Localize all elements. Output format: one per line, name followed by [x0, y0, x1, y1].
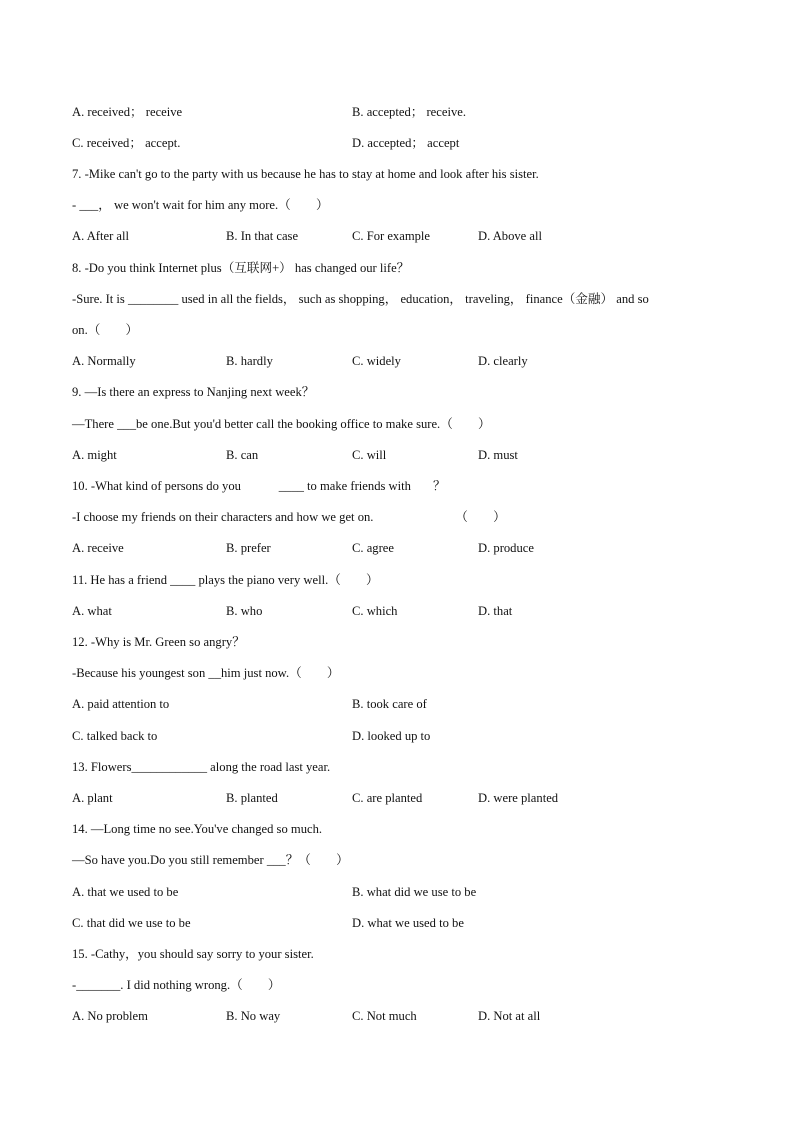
q13-option-d: D. were planted [478, 791, 559, 805]
q9-option-b: B. can [226, 448, 259, 462]
q9-stem-line1: 9. —Is there an express to Nanjing next week？ [72, 385, 315, 399]
q7-option-a: A. After all [72, 229, 130, 243]
q10-option-b: B. prefer [226, 541, 271, 555]
q14-option-b: B. what did we use to be [352, 885, 477, 899]
q8-stem-line3: on.（ ） [72, 323, 139, 337]
q10-stem-line1: 10. -What kind of persons do you ____ to make friends with ？ [72, 479, 446, 493]
q15-option-d: D. Not at all [478, 1009, 541, 1023]
q11-option-d: D. that [478, 604, 513, 618]
q12-option-a: A. paid attention to [72, 697, 170, 711]
q6-option-d: D. accepted； accept [352, 136, 460, 150]
q14-stem-line1: 14. —Long time no see.You've changed so much. [72, 822, 323, 836]
q8-option-b: B. hardly [226, 354, 273, 368]
q6-option-c: C. received； accept. [72, 136, 181, 150]
q14-option-a: A. that we used to be [72, 885, 179, 899]
q9-option-d: D. must [478, 448, 518, 462]
q15-option-c: C. Not much [352, 1009, 417, 1023]
q9-option-c: C. will [352, 448, 387, 462]
q13-option-b: B. planted [226, 791, 278, 805]
q13-stem-line1: 13. Flowers____________ along the road last year. [72, 760, 331, 774]
q8-stem-line1: 8. -Do you think Internet plus（互联网+） has changed our life？ [72, 261, 410, 275]
q12-stem-line1: 12. -Why is Mr. Green so angry？ [72, 635, 245, 649]
q8-option-d: D. clearly [478, 354, 528, 368]
q12-stem-line2: -Because his youngest son __him just now.（ ） [72, 666, 340, 680]
q7-option-c: C. For example [352, 229, 430, 243]
q13-option-a: A. plant [72, 791, 113, 805]
q9-stem-line2: —There ___be one.But you'd better call the booking office to make sure.（ ） [72, 417, 491, 431]
q7-stem-line1: 7. -Mike can't go to the party with us because he has to stay at home and look after his sister. [72, 167, 539, 181]
q14-stem-line2: —So have you.Do you still remember ___？（ ） [72, 853, 349, 867]
q14-option-c: C. that did we use to be [72, 916, 191, 930]
q12-option-b: B. took care of [352, 697, 427, 711]
q11-option-a: A. what [72, 604, 112, 618]
q10-option-c: C. agree [352, 541, 394, 555]
q9-option-a: A. might [72, 448, 117, 462]
q6-option-b: B. accepted； receive. [352, 105, 466, 119]
q6-option-a: A. received； receive [72, 105, 183, 119]
q15-stem-line1: 15. -Cathy，you should say sorry to your sister. [72, 947, 314, 961]
q10-option-d: D. produce [478, 541, 534, 555]
q7-stem-line2: - ___， we won't wait for him any more.（ ） [72, 198, 329, 212]
q11-stem-line1: 11. He has a friend ____ plays the piano very well.（ ） [72, 573, 379, 587]
q11-option-b: B. who [226, 604, 263, 618]
q7-option-d: D. Above all [478, 229, 543, 243]
q7-option-b: B. In that case [226, 229, 299, 243]
q8-option-a: A. Normally [72, 354, 136, 368]
q8-option-c: C. widely [352, 354, 401, 368]
q12-option-c: C. talked back to [72, 729, 158, 743]
q8-stem-line2: -Sure. It is ________ used in all the fields， such as shopping， education， traveling， finance（金融） and so [72, 292, 649, 306]
q15-option-b: B. No way [226, 1009, 281, 1023]
q15-stem-line2: -_______. I did nothing wrong.（ ） [72, 978, 281, 992]
q11-option-c: C. which [352, 604, 398, 618]
q12-option-d: D. looked up to [352, 729, 431, 743]
q13-option-c: C. are planted [352, 791, 423, 805]
q10-stem-line2: -I choose my friends on their characters and how we get on. （ ） [72, 510, 506, 524]
q14-option-d: D. what we used to be [352, 916, 464, 930]
q10-option-a: A. receive [72, 541, 124, 555]
q15-option-a: A. No problem [72, 1009, 148, 1023]
